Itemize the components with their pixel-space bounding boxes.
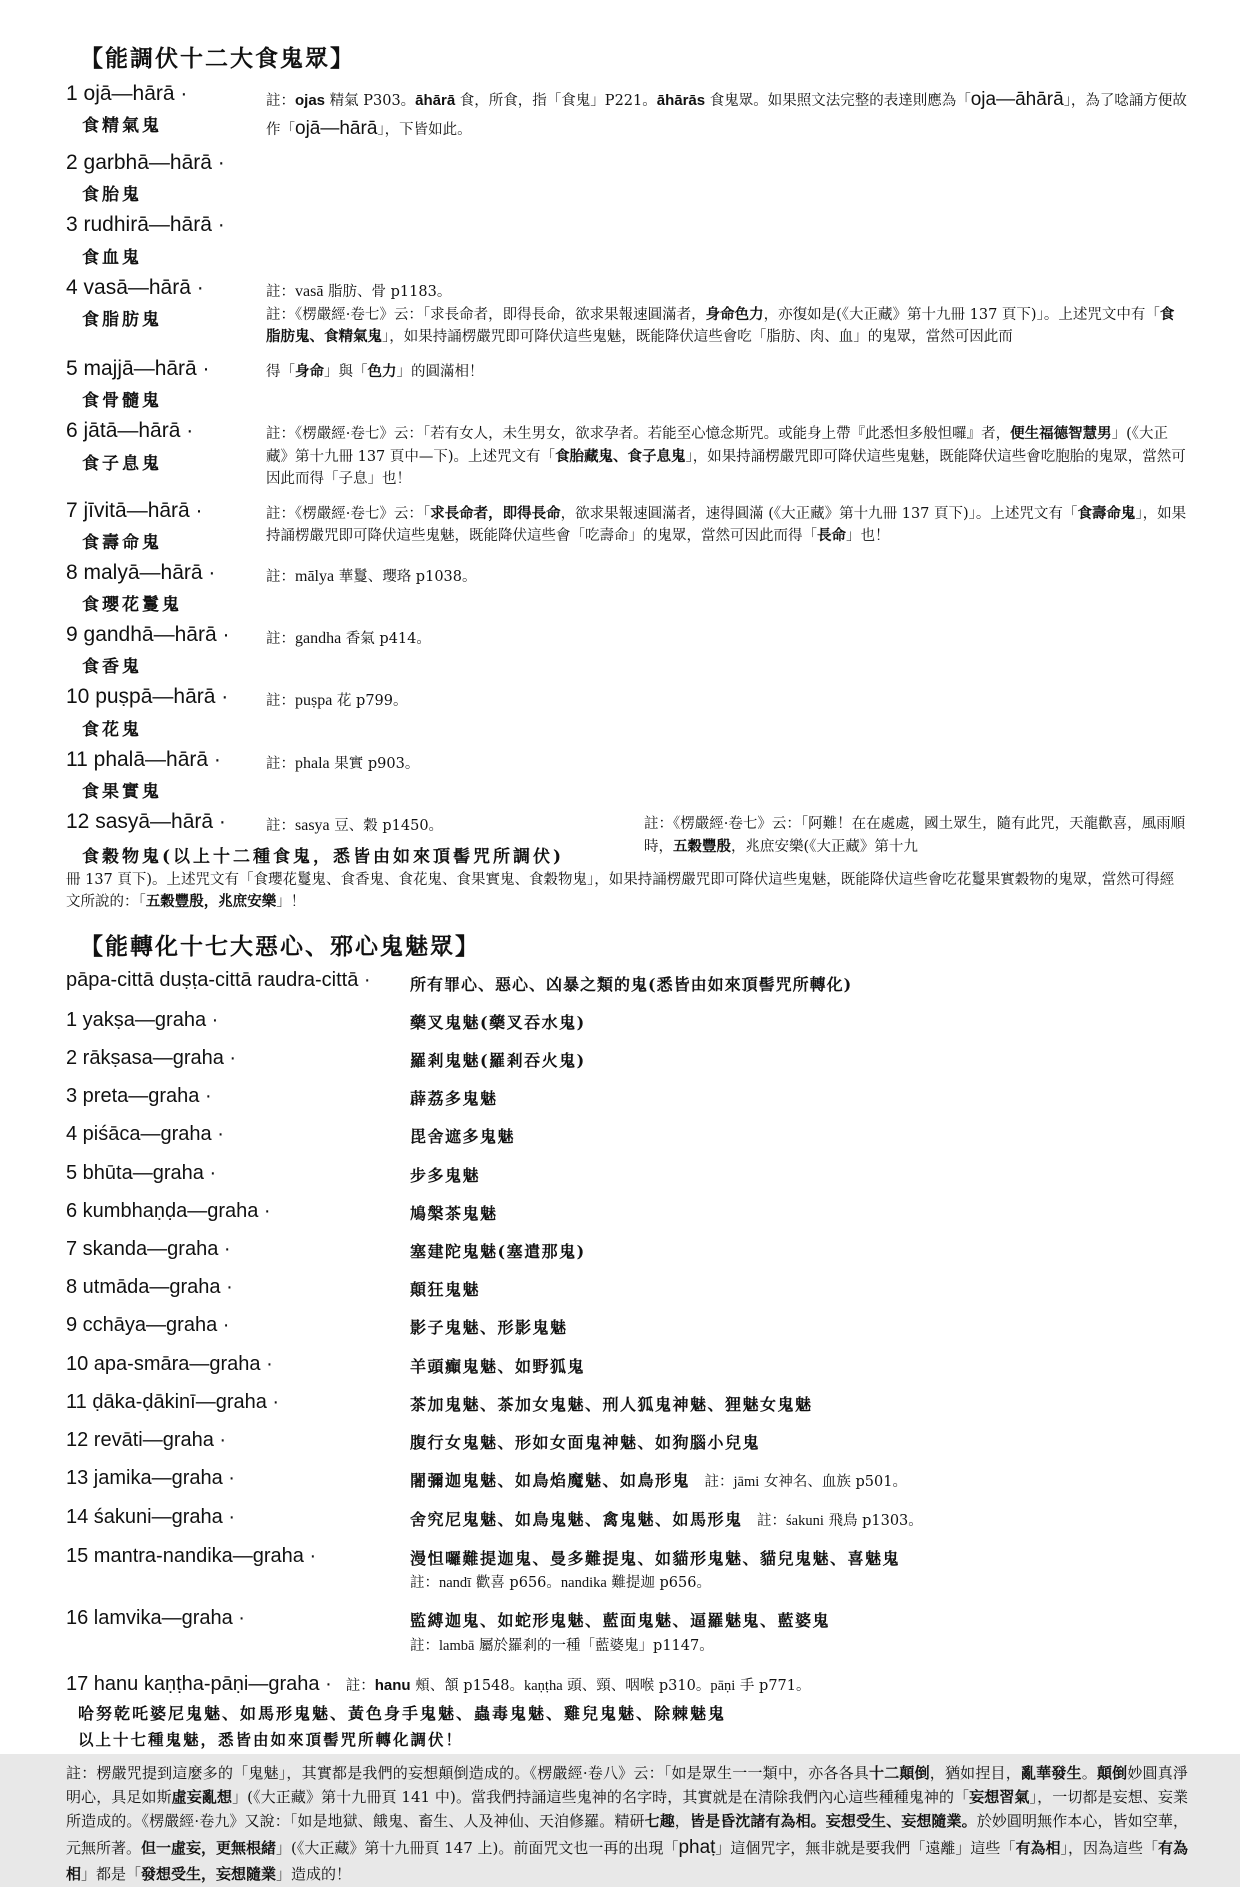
food-ghost-item-9 (66, 622, 1188, 677)
chinese-name: 食花鬼 (82, 719, 142, 740)
note-text: 註：puṣpa 花 p799。 (266, 692, 408, 710)
note-text: 註：《楞嚴經·卷七》云：「若有女人，未生男女，欲求孕者。若能至心憶念斯咒。或能身上帶『此悉怛多般怛囉』者，便生福德智慧男」(《大正藏》第十九冊 137 頁中—下)。上述咒文有「食胎藏鬼、食子息鬼」，如果持誦楞嚴咒即可降伏這些鬼魅，既能降伏這些會吃胞胎的鬼眾，當然可因此而得「子息」也！ (266, 425, 1186, 487)
evil-ghost-item-13 (66, 1467, 1188, 1493)
footnote-paragraph: 註：楞嚴咒提到這麼多的「鬼魅」，其實都是我們的妄想顛倒造成的。《楞嚴經·卷八》云：「如是眾生一一類中，亦各各具十二顛倒，猶如捏目，亂華發生。顛倒妙圓真淨明心，具足如斯虛妄亂想」(《大正藏》第十九冊頁 141 中)。當我們持誦這些鬼神的名字時，其實就是在清除我們內心這些種種鬼神的「妄想習氣」，一切都是妄想、妄業所造成的。《楞嚴經·卷九》又說：「如是地獄、餓鬼、畜生、人及神仙、天洎修羅。精研七趣，皆是昏沈諸有為相。妄想受生、妄想隨業。於妙圓明無作本心，皆如空華，元無所著。但一虛妄，更無根緒」(《大正藏》第十九冊頁 147 上)。前面咒文也一再的出現「phaṭ」這個咒字，無非就是要我們「遠離」這些「有為相」，因為這些「有為相」都是「發想受生，妄想隨業」造成的！ (66, 1764, 1188, 1884)
chinese-description: 影子鬼魅、形影鬼魅 (410, 1318, 568, 1338)
note-text: 註：vasā 脂肪、骨 p1183。 註：《楞嚴經·卷七》云：「求長命者，即得長命，欲求果報速圓滿者，身命色力，亦復如是(《大正藏》第十九冊 137 頁下)」。上述咒文中有「食脂肪鬼、食精氣鬼」，如果持誦楞嚴咒即可降伏這些鬼魅，既能降伏這些會吃「脂肪、肉、血」的鬼眾，當然可因此而 (266, 282, 1175, 346)
chinese-description: 所有罪心、惡心、凶暴之類的鬼(悉皆由如來頂髻咒所轉化) (410, 974, 853, 994)
chinese-description: 羊頭癲鬼魅、如野狐鬼 (410, 1356, 586, 1376)
sanskrit-term: pāpa-cittā duṣṭa-cittā raudra-cittā · (66, 968, 371, 991)
chinese-description: 舍究尼鬼魅、如鳥鬼魅、禽鬼魅、如馬形鬼 註：śakuni 飛鳥 p1303。 (410, 1510, 923, 1530)
sanskrit-term: 12 sasyā—hārā · (66, 809, 226, 833)
sanskrit-term: 9 gandhā—hārā · (66, 623, 230, 646)
chinese-name: 食瓔花鬘鬼 (82, 595, 182, 615)
sanskrit-term: 15 mantra-nandika—graha · (66, 1545, 317, 1568)
evil-ghost-item-10 (66, 1353, 1188, 1378)
sanskrit-term: 2 garbhā—hārā · (66, 151, 225, 174)
chinese-description: 監縛迦鬼、如蛇形鬼魅、藍面鬼魅、逼羅魅鬼、藍婆鬼 註：lambā 屬於羅剎的一種「藍婆鬼」p1147。 (410, 1611, 831, 1654)
evil-ghost-item-14 (66, 1506, 1188, 1532)
chinese-description: 毘舍遮多鬼魅 (410, 1127, 516, 1147)
evil-ghost-item-3 (66, 1085, 1188, 1110)
evil-ghost-item-12 (66, 1429, 1188, 1454)
sanskrit-term: 13 jamika—graha · (66, 1467, 235, 1490)
note-text (266, 212, 1188, 267)
sanskrit-term: 6 kumbhaṇḍa—graha · (66, 1199, 271, 1222)
item17-chinese-names: 哈努乾吒婆尼鬼魅、如馬形鬼魅、黃色身手鬼魅、蟲毒鬼魅、雞兒鬼魅、除棘魅鬼 (78, 1704, 727, 1724)
chinese-name: 食壽命鬼 (82, 532, 162, 553)
evil-ghost-item-9 (66, 1314, 1188, 1339)
note-text: 註：gandha 香氣 p414。 (266, 630, 431, 647)
chinese-description: 闍彌迦鬼魅、如鳥焰魔魅、如鳥形鬼 註：jāmi 女神名、血族 p501。 (410, 1471, 907, 1491)
food-ghost-item-7 (66, 498, 1188, 553)
sanskrit-term: 8 malyā—hārā · (66, 560, 216, 584)
sanskrit-term: 12 revāti—graha · (66, 1428, 227, 1451)
sanskrit-term: 4 vasā—hārā · (66, 275, 204, 299)
note-text: 註：sasya 豆、穀 p1450。 (266, 816, 444, 834)
sanskrit-term: 10 apa-smāra—graha · (66, 1352, 273, 1375)
sanskrit-term: 17 hanu kaṇṭha-pāṇi—graha · (66, 1672, 332, 1695)
food-ghost-item-3 (66, 212, 1188, 267)
food-ghost-item-8 (66, 560, 1188, 615)
sanskrit-term: 8 utmāda—graha · (66, 1276, 233, 1299)
chinese-description: 腹行女鬼魅、形如女面鬼神魅、如狗腦小兒鬼 (410, 1432, 761, 1452)
evil-ghost-intro (66, 969, 1188, 996)
sanskrit-term: 6 jātā—hārā · (66, 419, 194, 443)
sanskrit-term: 5 bhūta—graha · (66, 1161, 217, 1184)
food-ghost-item-5 (66, 356, 1188, 411)
note-text: 註：《楞嚴經·卷七》云：「阿難！在在處處，國土眾生，隨有此咒，天龍歡喜，風雨順時，五穀豐殷，兆庶安樂(《大正藏》第十九 (644, 815, 1186, 855)
evil-ghost-item-4 (66, 1123, 1188, 1148)
section1-tail-paragraph: 冊 137 頁下)。上述咒文有「食瓔花鬘鬼、食香鬼、食花鬼、食果實鬼、食穀物鬼」，如果持誦楞嚴咒即可降伏這些鬼魅，既能降伏這些會吃花鬘果實穀物的鬼眾，當然可得經文所說的：「五穀豐殷，兆庶安樂」！ (66, 871, 1175, 911)
evil-ghost-item-16 (66, 1607, 1188, 1656)
sanskrit-term: 11 ḍāka-ḍākinī—graha · (66, 1390, 280, 1413)
sanskrit-term: 7 skanda—graha · (66, 1238, 231, 1260)
sanskrit-term: 9 cchāya—graha · (66, 1314, 230, 1337)
chinese-name: 食胎鬼 (82, 185, 142, 206)
note-text: 註：hanu 頰、頷 p1548。kaṇṭha 頭、頸、咽喉 p310。pāṇi 手 p771。 (345, 1676, 811, 1694)
chinese-description: 羅剎鬼魅(羅剎吞火鬼) (410, 1051, 586, 1071)
evil-ghost-item-5 (66, 1162, 1188, 1187)
sanskrit-term: 1 ojā—hārā · (66, 82, 188, 105)
evil-ghost-item-1 (66, 1009, 1188, 1034)
sanskrit-term: 14 śakuni—graha · (66, 1506, 235, 1529)
evil-ghost-item-6 (66, 1200, 1188, 1225)
sanskrit-term: 7 jīvitā—hārā · (66, 498, 203, 522)
food-ghost-item-2 (66, 150, 1188, 205)
evil-ghost-item-15 (66, 1545, 1188, 1594)
chinese-description: 塞建陀鬼魅(塞遣那鬼) (410, 1242, 586, 1261)
food-ghost-item-6 (66, 418, 1188, 490)
sanskrit-term: 5 majjā—hārā · (66, 357, 210, 380)
chinese-name: 食血鬼 (82, 247, 142, 268)
section2-title: 【能轉化十七大惡心、邪心鬼魅眾】 (80, 932, 480, 960)
chinese-name: 食骨髓鬼 (82, 391, 162, 412)
chinese-description: 鳩槃茶鬼魅 (410, 1203, 498, 1223)
section1-title: 【能調伏十二大食鬼眾】 (80, 45, 355, 72)
chinese-name: 食穀物鬼(以上十二種食鬼，悉皆由如來頂髻咒所調伏) (82, 846, 565, 867)
note-text: 得「身命」與「色力」的圓滿相！ (266, 363, 484, 380)
food-ghost-item-10 (66, 684, 1188, 739)
sanskrit-term: 3 rudhirā—hārā · (66, 213, 225, 237)
chinese-name: 食精氣鬼 (82, 116, 162, 137)
sanskrit-term: 10 puṣpā—hārā · (66, 685, 229, 709)
sanskrit-term: 3 preta—graha · (66, 1085, 212, 1108)
evil-ghost-item-7 (66, 1238, 1188, 1263)
chinese-description: 茶加鬼魅、茶加女鬼魅、刑人狐鬼神魅、狸魅女鬼魅 (410, 1394, 813, 1414)
chinese-name: 食子息鬼 (82, 453, 162, 474)
chinese-description: 漫怛囉難提迦鬼、曼多難提鬼、如貓形鬼魅、貓兒鬼魅、喜魅鬼 註：nandī 歡喜 p656。nandika 難提迦 p656。 (410, 1549, 901, 1592)
chinese-name: 食香鬼 (82, 657, 142, 678)
food-ghost-item-12 (66, 809, 1188, 867)
chinese-description: 藥叉鬼魅(藥叉吞水鬼) (410, 1012, 586, 1032)
note-text (266, 150, 1188, 205)
sanskrit-term: 2 rākṣasa—graha · (66, 1047, 237, 1070)
sanskrit-term: 1 yakṣa—graha · (66, 1008, 219, 1031)
note-text: 註：ojas 精氣 P303。āhārā 食，所食，指「食鬼」P221。āhārās 食鬼眾。如果照文法完整的表達則應為「oja—āhārā」，為了唸誦方便故作「ojā—hārā」，下皆如此。 (266, 89, 1187, 139)
sanskrit-term: 11 phalā—hārā · (66, 747, 221, 771)
chinese-description: 顛狂鬼魅 (410, 1280, 481, 1300)
chinese-description: 步多鬼魅 (410, 1165, 481, 1185)
sanskrit-term: 16 lamvika—graha · (66, 1607, 245, 1630)
chinese-name: 食脂肪鬼 (82, 309, 162, 330)
evil-ghost-item-17 (66, 1670, 1188, 1698)
chinese-name: 食果實鬼 (82, 781, 162, 802)
chinese-description: 薜荔多鬼魅 (410, 1089, 498, 1109)
food-ghost-item-11 (66, 747, 1188, 802)
evil-ghost-item-8 (66, 1276, 1188, 1301)
note-text: 註：mālya 華鬘、瓔珞 p1038。 (266, 567, 477, 585)
food-ghost-item-4 (66, 275, 1188, 350)
evil-ghost-item-11 (66, 1391, 1188, 1416)
food-ghost-item-1 (66, 81, 1188, 143)
evil-ghost-item-2 (66, 1047, 1188, 1072)
note-text: 註：《楞嚴經·卷七》云：「求長命者，即得長命，欲求果報速圓滿者，速得圓滿 (《大正藏》第十九冊 137 頁下)」。上述咒文有「食壽命鬼」，如果持誦楞嚴咒即可降伏這些鬼魅，既能降伏這些會「吃壽命」的鬼眾，當然可因此而得「長命」也！ (266, 504, 1187, 545)
section2-closing: 以上十七種鬼魅，悉皆由如來頂髻咒所轉化調伏！ (78, 1730, 464, 1750)
note-text: 註：phala 果實 p903。 (266, 754, 420, 772)
sanskrit-term: 4 piśāca—graha · (66, 1123, 224, 1146)
